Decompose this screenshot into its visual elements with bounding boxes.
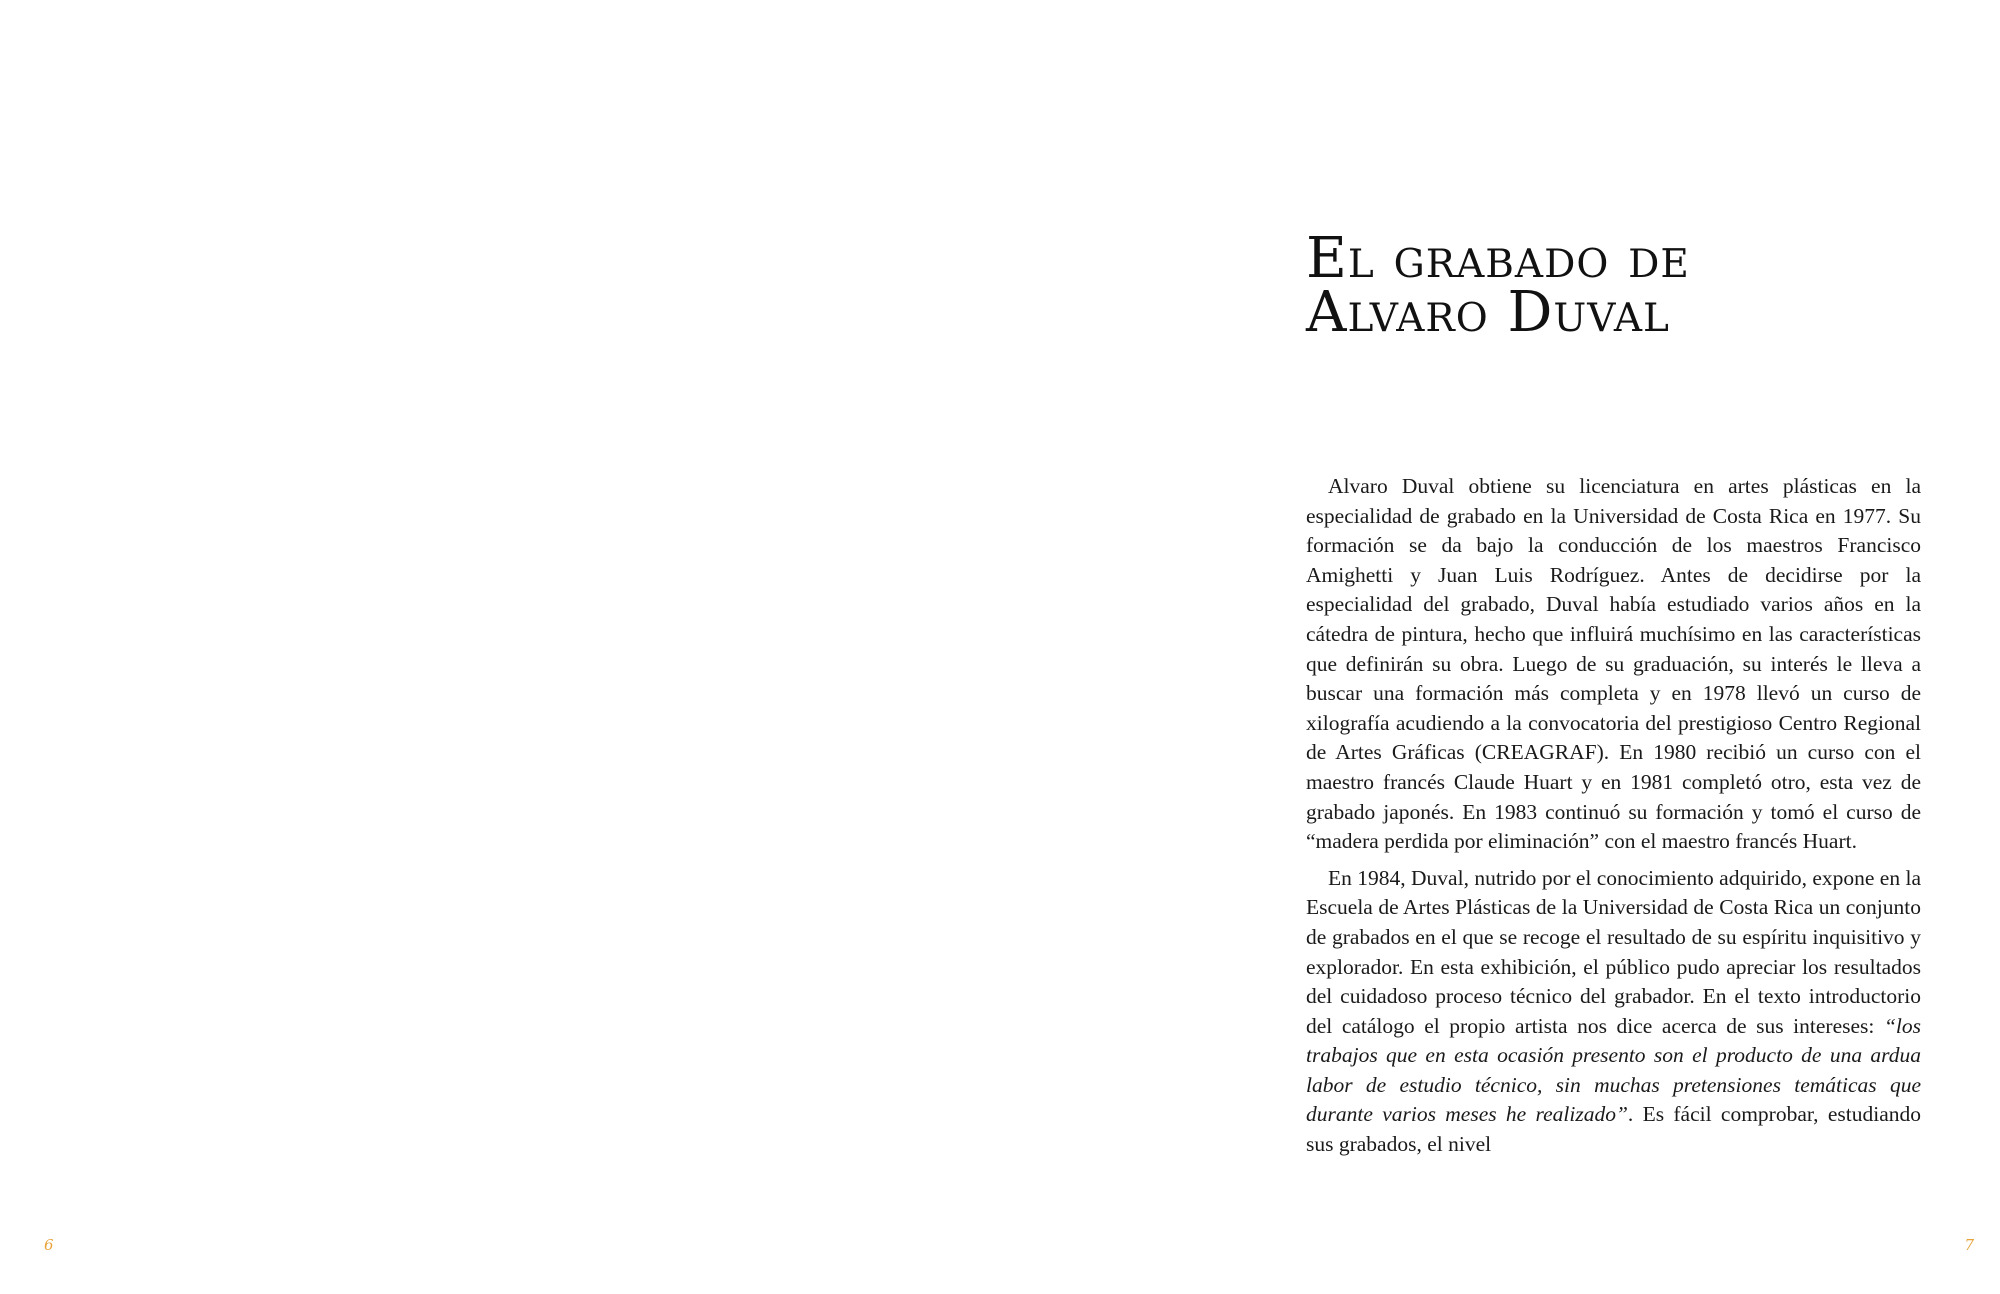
left-page-number: 6 [44,1236,54,1254]
paragraph-2 [1306,864,1921,1160]
paragraph-2-start: En 1984, Duval, nutrido por el conocimiento adquirido, expone en la Escuela de Artes Plásticas de la Universidad de Costa Rica un conjunto de grabados en el que se recoge el resultado de su espíritu inquisitivo y explorador. En esta exhibición, el público pudo apreciar los resultados del cuidadoso proceso técnico del grabador. En el texto introductorio del catálogo el propio artista nos dice acerca de sus intereses: [1306,865,1921,1038]
artist-quote: “los trabajos que en esta ocasión presento son el producto de una ardua labor de estudio técnico, sin muchas pretensiones temáticas que durante varios meses he realizado” [1306,1013,1921,1127]
body-text [1306,472,1921,1167]
right-page-number: 7 [1964,1236,1974,1254]
paragraph-1: Alvaro Duval obtiene su licenciatura en artes plásticas en la especialidad de grabado en la Universidad de Costa Rica en 1977. Su formación se da bajo la conducción de los maestros Francisco Amighetti y Juan Luis Rodríguez. Antes de decidirse por la especialidad del grabado, Duval había estudiado varios años en la cátedra de pintura, hecho que influirá muchísimo en las características que definirán su obra. Luego de su graduación, su interés le lleva a buscar una formación más completa y en 1978 llevó un curso de xilografía acudiendo a la convocatoria del prestigioso Centro Regional de Artes Gráficas (CREAGRAF). En 1980 recibió un curso con el maestro francés Claude Huart y en 1981 completó otro, esta vez de grabado japonés. En 1983 continuó su formación y tomó el curso de “madera perdida por eliminación” con el maestro francés Huart. [1306,474,1921,854]
chapter-title-line-2: Alvaro Duval [1306,280,1670,345]
chapter-title-line-1: El grabado de [1306,226,1690,291]
chapter-title [1306,226,1690,345]
paragraph-2-end: . Es fácil comprobar, estudiando sus grabados, el nivel [1306,1102,1922,1157]
